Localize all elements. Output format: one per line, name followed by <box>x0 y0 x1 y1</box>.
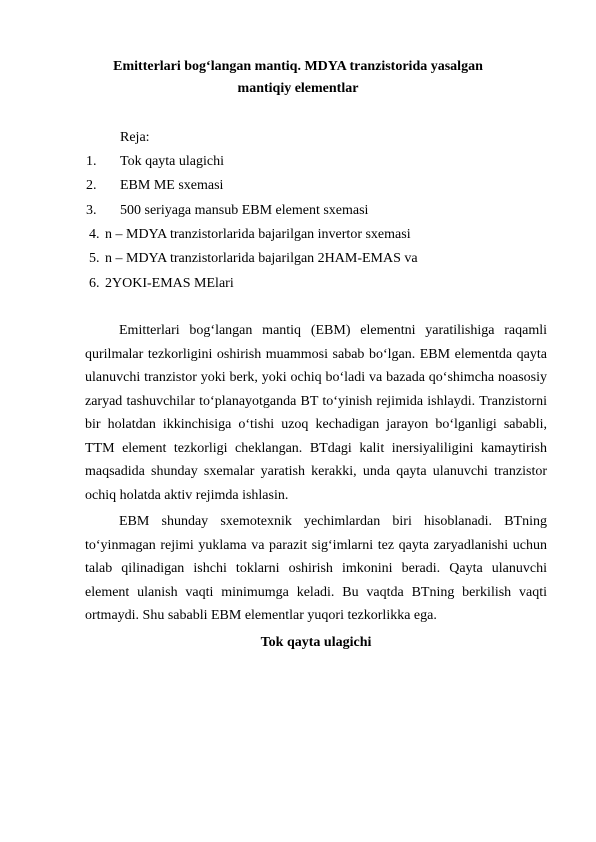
paragraph-intro: Emitterlari bog‘langan mantiq (EBM) elementni yaratilishiga raqamli qurilmalar tezkorligini oshirish muammosi sabab bo‘lgan. EBM elementda qayta ulanuvchi tranzistor yoki berk, yoki ochiq bo‘ladi va bazada qo‘shimcha noasosiy zaryad tashuvchilar to‘planayotganda BT to‘yinish rejimida ishlaydi. Tranzistorni bir holatdan ikkinchisiga o‘tishi uzoq kechadigan jarayon bo‘lganligi sababli, TTM element tezkorligi cheklangan. BTdagi kalit inersiyaliligini kamaytirish maqsadida shunday sxemalar yaratish kerakki, unda qayta ulanuvchi tranzistor ochiq holatda aktiv rejimda ishlasin. <box>85 323 547 503</box>
plan-item-text: n – MDYA tranzistorlarida bajarilgan invertor sxemasi <box>105 227 411 242</box>
plan-item-text: n – MDYA tranzistorlarida bajarilgan 2HAM-EMAS va <box>105 251 418 266</box>
plan-item-text: EBM ME sxemasi <box>120 178 224 193</box>
plan-item-number: 6. <box>89 276 100 291</box>
paragraph-ebm: EBM shunday sxemotexnik yechimlardan biri hisoblanadi. BTning to‘yinmagan rejimi yuklama va parazit sig‘imlarni tez qayta zaryadlanishi uchun talab qilinadigan ishchi toklarni oshirish imkonini beradi. Qayta ulanuvchi element ulanish vaqti minimumga keladi. Bu vaqtda BTning berkilish vaqti ortmaydi. Shu sababli EBM elementlar yuqori tezkorlikka ega. <box>85 514 547 623</box>
plan-item-number: 2. <box>86 178 97 193</box>
plan-item-text: Tok qayta ulagichi <box>120 154 224 169</box>
plan-item-text: 500 seriyaga mansub EBM element sxemasi <box>120 203 369 218</box>
document-title: Emitterlari bog‘langan mantiq. MDYA tranzistorida yasalgan mantiqiy elementlar <box>113 59 483 96</box>
section-heading: Tok qayta ulagichi <box>260 635 372 650</box>
plan-item-number: 4. <box>89 227 100 242</box>
plan-item-number: 5. <box>89 251 100 266</box>
plan-item-number: 3. <box>86 203 97 218</box>
plan-label: Reja: <box>120 130 150 145</box>
plan-item-number: 1. <box>86 154 97 169</box>
plan-item-text: 2YOKI-EMAS MElari <box>105 276 234 291</box>
